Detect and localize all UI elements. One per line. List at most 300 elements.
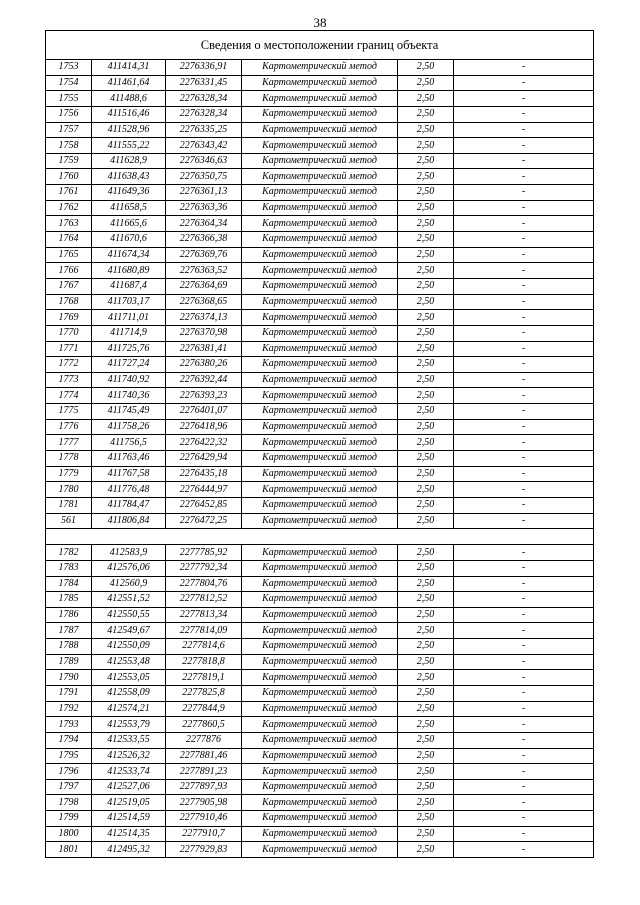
table-body (46, 31, 594, 858)
method-cell: Картометрический метод (242, 310, 398, 326)
precision-cell: 2,50 (398, 232, 454, 248)
section-separator (46, 529, 594, 545)
coord-x-cell: 411776,48 (92, 482, 166, 498)
point-number-cell: 1783 (46, 560, 92, 576)
coord-y-cell: 2276343,42 (166, 138, 242, 154)
coord-y-cell: 2277905,98 (166, 795, 242, 811)
coord-y-cell: 2276346,63 (166, 153, 242, 169)
precision-cell: 2,50 (398, 357, 454, 373)
note-cell: - (454, 263, 594, 279)
method-cell: Картометрический метод (242, 623, 398, 639)
point-number-cell: 1789 (46, 654, 92, 670)
point-number-cell: 1795 (46, 748, 92, 764)
precision-cell: 2,50 (398, 811, 454, 827)
note-cell: - (454, 357, 594, 373)
point-number-cell: 1770 (46, 325, 92, 341)
coord-x-cell: 411687,4 (92, 278, 166, 294)
coord-x-cell: 411670,6 (92, 232, 166, 248)
method-cell: Картометрический метод (242, 826, 398, 842)
coord-x-cell: 411528,96 (92, 122, 166, 138)
precision-cell: 2,50 (398, 576, 454, 592)
table-row (46, 639, 594, 655)
point-number-cell: 1754 (46, 75, 92, 91)
method-cell: Картометрический метод (242, 75, 398, 91)
table-row (46, 60, 594, 76)
method-cell: Картометрический метод (242, 842, 398, 858)
boundary-coordinates-table (45, 30, 594, 858)
point-number-cell: 1782 (46, 545, 92, 561)
note-cell: - (454, 451, 594, 467)
point-number-cell: 1757 (46, 122, 92, 138)
coord-y-cell: 2276364,34 (166, 216, 242, 232)
precision-cell: 2,50 (398, 623, 454, 639)
precision-cell: 2,50 (398, 670, 454, 686)
coord-x-cell: 412526,32 (92, 748, 166, 764)
coord-y-cell: 2277910,7 (166, 826, 242, 842)
table-row (46, 263, 594, 279)
coord-y-cell: 2277929,83 (166, 842, 242, 858)
method-cell: Картометрический метод (242, 341, 398, 357)
note-cell: - (454, 826, 594, 842)
coord-x-cell: 411516,46 (92, 106, 166, 122)
point-number-cell: 1785 (46, 592, 92, 608)
method-cell: Картометрический метод (242, 545, 398, 561)
table-row (46, 75, 594, 91)
note-cell: - (454, 513, 594, 529)
coord-y-cell: 2276435,18 (166, 466, 242, 482)
precision-cell: 2,50 (398, 169, 454, 185)
note-cell: - (454, 607, 594, 623)
note-cell: - (454, 388, 594, 404)
table-row (46, 325, 594, 341)
coord-y-cell: 2277910,46 (166, 811, 242, 827)
point-number-cell: 1798 (46, 795, 92, 811)
point-number-cell: 1790 (46, 670, 92, 686)
point-number-cell: 1799 (46, 811, 92, 827)
point-number-cell: 1753 (46, 60, 92, 76)
precision-cell: 2,50 (398, 826, 454, 842)
table-row (46, 623, 594, 639)
coord-x-cell: 411703,17 (92, 294, 166, 310)
precision-cell: 2,50 (398, 592, 454, 608)
precision-cell: 2,50 (398, 685, 454, 701)
table-row (46, 513, 594, 529)
point-number-cell: 1781 (46, 497, 92, 513)
coord-x-cell: 412553,48 (92, 654, 166, 670)
note-cell: - (454, 779, 594, 795)
method-cell: Картометрический метод (242, 91, 398, 107)
coord-x-cell: 411711,01 (92, 310, 166, 326)
point-number-cell: 1787 (46, 623, 92, 639)
precision-cell: 2,50 (398, 842, 454, 858)
point-number-cell: 1780 (46, 482, 92, 498)
point-number-cell: 1768 (46, 294, 92, 310)
coord-y-cell: 2276452,85 (166, 497, 242, 513)
precision-cell: 2,50 (398, 748, 454, 764)
coord-x-cell: 412553,05 (92, 670, 166, 686)
method-cell: Картометрический метод (242, 216, 398, 232)
coord-x-cell: 411488,6 (92, 91, 166, 107)
table-row (46, 764, 594, 780)
note-cell: - (454, 717, 594, 733)
coord-x-cell: 411784,47 (92, 497, 166, 513)
coord-y-cell: 2276401,07 (166, 404, 242, 420)
note-cell: - (454, 842, 594, 858)
coord-x-cell: 411740,92 (92, 372, 166, 388)
table-row (46, 842, 594, 858)
section-separator-row (46, 529, 594, 545)
coord-y-cell: 2276364,69 (166, 278, 242, 294)
point-number-cell: 1764 (46, 232, 92, 248)
coord-y-cell: 2277814,6 (166, 639, 242, 655)
coord-x-cell: 412514,59 (92, 811, 166, 827)
coord-y-cell: 2276392,44 (166, 372, 242, 388)
note-cell: - (454, 200, 594, 216)
table-row (46, 717, 594, 733)
point-number-cell: 1771 (46, 341, 92, 357)
method-cell: Картометрический метод (242, 404, 398, 420)
method-cell: Картометрический метод (242, 435, 398, 451)
method-cell: Картометрический метод (242, 592, 398, 608)
precision-cell: 2,50 (398, 404, 454, 420)
coord-x-cell: 412495,32 (92, 842, 166, 858)
table-row (46, 497, 594, 513)
note-cell: - (454, 419, 594, 435)
table-row (46, 138, 594, 154)
note-cell: - (454, 91, 594, 107)
point-number-cell: 1772 (46, 357, 92, 373)
point-number-cell: 1767 (46, 278, 92, 294)
method-cell: Картометрический метод (242, 200, 398, 216)
point-number-cell: 1766 (46, 263, 92, 279)
coord-x-cell: 412553,79 (92, 717, 166, 733)
coord-x-cell: 412533,74 (92, 764, 166, 780)
precision-cell: 2,50 (398, 341, 454, 357)
precision-cell: 2,50 (398, 513, 454, 529)
precision-cell: 2,50 (398, 545, 454, 561)
method-cell: Картометрический метод (242, 482, 398, 498)
method-cell: Картометрический метод (242, 670, 398, 686)
coord-y-cell: 2277804,76 (166, 576, 242, 592)
method-cell: Картометрический метод (242, 122, 398, 138)
note-cell: - (454, 560, 594, 576)
note-cell: - (454, 169, 594, 185)
coord-x-cell: 412574,21 (92, 701, 166, 717)
coord-x-cell: 412514,35 (92, 826, 166, 842)
point-number-cell: 1759 (46, 153, 92, 169)
coord-x-cell: 412576,06 (92, 560, 166, 576)
precision-cell: 2,50 (398, 247, 454, 263)
coord-y-cell: 2277813,34 (166, 607, 242, 623)
coord-y-cell: 2277897,93 (166, 779, 242, 795)
note-cell: - (454, 670, 594, 686)
table-row (46, 560, 594, 576)
table-row (46, 592, 594, 608)
point-number-cell: 1792 (46, 701, 92, 717)
note-cell: - (454, 341, 594, 357)
method-cell: Картометрический метод (242, 701, 398, 717)
point-number-cell: 1784 (46, 576, 92, 592)
coord-y-cell: 2277814,09 (166, 623, 242, 639)
coord-y-cell: 2276328,34 (166, 106, 242, 122)
method-cell: Картометрический метод (242, 138, 398, 154)
table-row (46, 404, 594, 420)
table-row (46, 372, 594, 388)
note-cell: - (454, 138, 594, 154)
precision-cell: 2,50 (398, 639, 454, 655)
note-cell: - (454, 482, 594, 498)
point-number-cell: 1788 (46, 639, 92, 655)
note-cell: - (454, 247, 594, 263)
method-cell: Картометрический метод (242, 169, 398, 185)
table-row (46, 685, 594, 701)
coord-x-cell: 411714,9 (92, 325, 166, 341)
coord-x-cell: 411461,64 (92, 75, 166, 91)
point-number-cell: 1769 (46, 310, 92, 326)
method-cell: Картометрический метод (242, 795, 398, 811)
note-cell: - (454, 404, 594, 420)
precision-cell: 2,50 (398, 185, 454, 201)
page-number: 38 (313, 15, 327, 30)
coord-y-cell: 2277792,34 (166, 560, 242, 576)
method-cell: Картометрический метод (242, 325, 398, 341)
coord-x-cell: 411680,89 (92, 263, 166, 279)
coord-x-cell: 411740,36 (92, 388, 166, 404)
method-cell: Картометрический метод (242, 60, 398, 76)
precision-cell: 2,50 (398, 278, 454, 294)
coord-y-cell: 2276444,97 (166, 482, 242, 498)
table-row (46, 106, 594, 122)
method-cell: Картометрический метод (242, 685, 398, 701)
table-row (46, 654, 594, 670)
note-cell: - (454, 639, 594, 655)
coord-y-cell: 2277860,5 (166, 717, 242, 733)
precision-cell: 2,50 (398, 325, 454, 341)
point-number-cell: 1762 (46, 200, 92, 216)
method-cell: Картометрический метод (242, 357, 398, 373)
table-row (46, 169, 594, 185)
point-number-cell: 1778 (46, 451, 92, 467)
note-cell: - (454, 545, 594, 561)
precision-cell: 2,50 (398, 764, 454, 780)
method-cell: Картометрический метод (242, 779, 398, 795)
note-cell: - (454, 325, 594, 341)
coord-x-cell: 412583,9 (92, 545, 166, 561)
note-cell: - (454, 623, 594, 639)
coord-y-cell: 2277785,92 (166, 545, 242, 561)
precision-cell: 2,50 (398, 75, 454, 91)
coord-x-cell: 411767,58 (92, 466, 166, 482)
precision-cell: 2,50 (398, 153, 454, 169)
coord-y-cell: 2276368,65 (166, 294, 242, 310)
table-title: Сведения о местоположении границ объекта (46, 31, 594, 60)
coord-y-cell: 2276335,25 (166, 122, 242, 138)
method-cell: Картометрический метод (242, 294, 398, 310)
note-cell: - (454, 75, 594, 91)
table-row (46, 122, 594, 138)
table-row (46, 466, 594, 482)
coord-x-cell: 411414,31 (92, 60, 166, 76)
note-cell: - (454, 748, 594, 764)
method-cell: Картометрический метод (242, 106, 398, 122)
table-row (46, 216, 594, 232)
point-number-cell: 1758 (46, 138, 92, 154)
coord-y-cell: 2276363,36 (166, 200, 242, 216)
note-cell: - (454, 310, 594, 326)
note-cell: - (454, 654, 594, 670)
coord-y-cell: 2276363,52 (166, 263, 242, 279)
point-number-cell: 1755 (46, 91, 92, 107)
coord-y-cell: 2276472,25 (166, 513, 242, 529)
method-cell: Картометрический метод (242, 764, 398, 780)
table-row (46, 607, 594, 623)
precision-cell: 2,50 (398, 310, 454, 326)
coord-y-cell: 2276370,98 (166, 325, 242, 341)
precision-cell: 2,50 (398, 466, 454, 482)
precision-cell: 2,50 (398, 419, 454, 435)
precision-cell: 2,50 (398, 60, 454, 76)
coord-x-cell: 412549,67 (92, 623, 166, 639)
method-cell: Картометрический метод (242, 185, 398, 201)
coord-y-cell: 2277844,9 (166, 701, 242, 717)
coord-y-cell: 2276418,96 (166, 419, 242, 435)
method-cell: Картометрический метод (242, 513, 398, 529)
table-row (46, 779, 594, 795)
coord-x-cell: 412550,09 (92, 639, 166, 655)
coord-x-cell: 411638,43 (92, 169, 166, 185)
coord-y-cell: 2277825,8 (166, 685, 242, 701)
table-row (46, 826, 594, 842)
coord-x-cell: 411665,6 (92, 216, 166, 232)
precision-cell: 2,50 (398, 91, 454, 107)
coord-y-cell: 2277818,8 (166, 654, 242, 670)
coord-x-cell: 411727,24 (92, 357, 166, 373)
method-cell: Картометрический метод (242, 278, 398, 294)
point-number-cell: 1796 (46, 764, 92, 780)
table-row (46, 200, 594, 216)
coord-y-cell: 2276393,23 (166, 388, 242, 404)
coord-x-cell: 412558,09 (92, 685, 166, 701)
coord-x-cell: 411674,34 (92, 247, 166, 263)
method-cell: Картометрический метод (242, 419, 398, 435)
table-row (46, 232, 594, 248)
table-row (46, 451, 594, 467)
note-cell: - (454, 153, 594, 169)
coord-x-cell: 412560,9 (92, 576, 166, 592)
table-row (46, 310, 594, 326)
note-cell: - (454, 294, 594, 310)
precision-cell: 2,50 (398, 138, 454, 154)
table-title-row (46, 31, 594, 60)
precision-cell: 2,50 (398, 372, 454, 388)
coord-y-cell: 2276366,38 (166, 232, 242, 248)
method-cell: Картометрический метод (242, 451, 398, 467)
coord-x-cell: 411649,36 (92, 185, 166, 201)
table-row (46, 482, 594, 498)
table-row (46, 278, 594, 294)
table-row (46, 732, 594, 748)
method-cell: Картометрический метод (242, 748, 398, 764)
method-cell: Картометрический метод (242, 654, 398, 670)
note-cell: - (454, 278, 594, 294)
method-cell: Картометрический метод (242, 811, 398, 827)
coord-y-cell: 2277881,46 (166, 748, 242, 764)
table-row (46, 576, 594, 592)
coord-x-cell: 411725,76 (92, 341, 166, 357)
note-cell: - (454, 795, 594, 811)
coord-x-cell: 411555,22 (92, 138, 166, 154)
precision-cell: 2,50 (398, 654, 454, 670)
note-cell: - (454, 732, 594, 748)
precision-cell: 2,50 (398, 732, 454, 748)
precision-cell: 2,50 (398, 795, 454, 811)
table-row (46, 701, 594, 717)
coord-x-cell: 412533,55 (92, 732, 166, 748)
precision-cell: 2,50 (398, 294, 454, 310)
method-cell: Картометрический метод (242, 560, 398, 576)
note-cell: - (454, 592, 594, 608)
coord-y-cell: 2276361,13 (166, 185, 242, 201)
note-cell: - (454, 811, 594, 827)
note-cell: - (454, 185, 594, 201)
coord-y-cell: 2276331,45 (166, 75, 242, 91)
coord-x-cell: 411745,49 (92, 404, 166, 420)
coord-y-cell: 2276328,34 (166, 91, 242, 107)
point-number-cell: 1801 (46, 842, 92, 858)
point-number-cell: 1773 (46, 372, 92, 388)
coord-y-cell: 2276369,76 (166, 247, 242, 263)
precision-cell: 2,50 (398, 435, 454, 451)
method-cell: Картометрический метод (242, 717, 398, 733)
coord-x-cell: 411658,5 (92, 200, 166, 216)
precision-cell: 2,50 (398, 717, 454, 733)
note-cell: - (454, 216, 594, 232)
precision-cell: 2,50 (398, 388, 454, 404)
precision-cell: 2,50 (398, 607, 454, 623)
point-number-cell: 561 (46, 513, 92, 529)
table-row (46, 670, 594, 686)
note-cell: - (454, 435, 594, 451)
method-cell: Картометрический метод (242, 732, 398, 748)
method-cell: Картометрический метод (242, 153, 398, 169)
table-row (46, 294, 594, 310)
method-cell: Картометрический метод (242, 639, 398, 655)
point-number-cell: 1777 (46, 435, 92, 451)
note-cell: - (454, 122, 594, 138)
note-cell: - (454, 372, 594, 388)
coord-y-cell: 2276336,91 (166, 60, 242, 76)
coord-x-cell: 412527,06 (92, 779, 166, 795)
table-row (46, 388, 594, 404)
point-number-cell: 1794 (46, 732, 92, 748)
method-cell: Картометрический метод (242, 232, 398, 248)
table-row (46, 185, 594, 201)
note-cell: - (454, 60, 594, 76)
point-number-cell: 1756 (46, 106, 92, 122)
coord-x-cell: 412551,52 (92, 592, 166, 608)
method-cell: Картометрический метод (242, 388, 398, 404)
table-row (46, 545, 594, 561)
precision-cell: 2,50 (398, 779, 454, 795)
coord-x-cell: 411628,9 (92, 153, 166, 169)
precision-cell: 2,50 (398, 701, 454, 717)
coord-y-cell: 2277812,52 (166, 592, 242, 608)
coord-y-cell: 2276374,13 (166, 310, 242, 326)
coord-y-cell: 2277891,23 (166, 764, 242, 780)
point-number-cell: 1761 (46, 185, 92, 201)
table-row (46, 435, 594, 451)
note-cell: - (454, 764, 594, 780)
